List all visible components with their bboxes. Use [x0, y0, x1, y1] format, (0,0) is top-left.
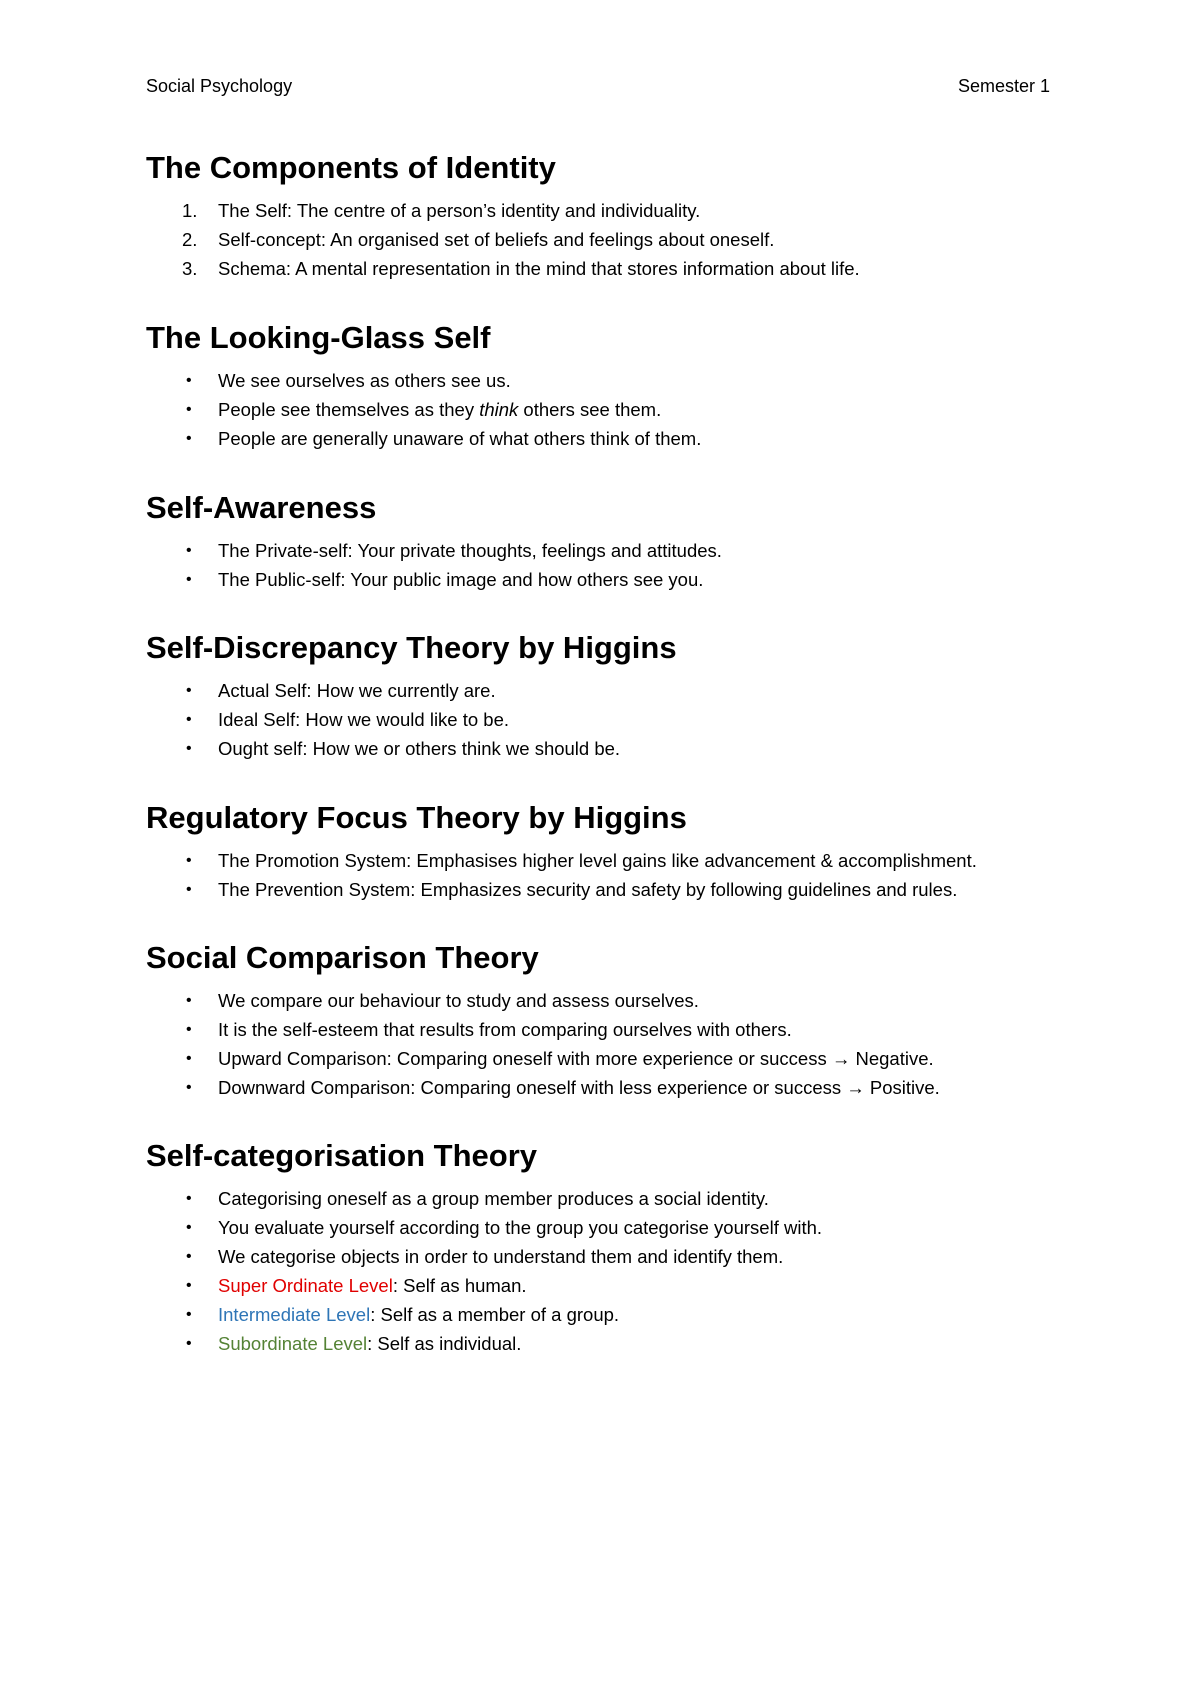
- list-item-text: You evaluate yourself according to the group you categorise yourself with.: [218, 1217, 823, 1238]
- bullet-icon: •: [186, 372, 192, 389]
- list-item: [146, 1271, 1066, 1300]
- list-item: [146, 676, 1066, 705]
- bullet-list: [146, 846, 1066, 904]
- bullet-icon: •: [186, 1050, 192, 1067]
- subordinate-level-label: Subordinate Level: [218, 1333, 368, 1354]
- section-heading: Social Comparison Theory: [146, 940, 539, 975]
- running-header: [146, 76, 1050, 100]
- list-number: 3.: [182, 258, 198, 279]
- bullet-icon: •: [186, 1021, 192, 1038]
- bullet-list: [146, 986, 1066, 1102]
- list-item-text-pre: People see themselves as they: [218, 399, 480, 420]
- list-item-text: Actual Self: How we currently are.: [218, 680, 496, 701]
- section-regulatory-focus-theory: [146, 798, 1066, 904]
- section-heading: Self-categorisation Theory: [146, 1138, 538, 1173]
- list-item: [146, 1300, 1066, 1329]
- list-item-text: We categorise objects in order to understand them and identify them.: [218, 1246, 784, 1267]
- list-item-text-post: others see them.: [518, 399, 662, 420]
- section-self-discrepancy-theory: [146, 628, 1066, 763]
- list-item-text: : Self as individual.: [367, 1333, 522, 1354]
- bullet-icon: •: [186, 430, 192, 447]
- list-item: [146, 1242, 1066, 1271]
- emphasis-text: think: [479, 399, 519, 420]
- list-item-text: Schema: A mental representation in the mind that stores information about life.: [218, 258, 860, 279]
- bullet-icon: •: [186, 740, 192, 757]
- section-heading: The Looking-Glass Self: [146, 320, 491, 355]
- list-item-text: The Self: The centre of a person’s identity and individuality.: [218, 200, 701, 221]
- bullet-icon: •: [186, 1190, 192, 1207]
- section-heading: Self-Discrepancy Theory by Higgins: [146, 630, 677, 665]
- section-heading: Self-Awareness: [146, 490, 377, 525]
- section-self-awareness: [146, 488, 1066, 594]
- list-item: [146, 565, 1066, 594]
- list-item: [146, 196, 1066, 225]
- bullet-list: [146, 1184, 1066, 1358]
- list-item: [146, 986, 1066, 1015]
- intermediate-level-label: Intermediate Level: [218, 1304, 371, 1325]
- list-item: [146, 395, 1066, 424]
- header-course-title: Social Psychology: [146, 76, 293, 96]
- list-item-text: Self-concept: An organised set of beliefs and feelings about oneself.: [218, 229, 775, 250]
- list-item: [146, 225, 1066, 254]
- list-item: [146, 1015, 1066, 1044]
- list-item-text: Upward Comparison: Comparing oneself with more experience or success → Negative.: [218, 1048, 934, 1069]
- bullet-icon: •: [186, 711, 192, 728]
- bullet-icon: •: [186, 542, 192, 559]
- bullet-icon: •: [186, 1079, 192, 1096]
- bullet-icon: •: [186, 571, 192, 588]
- section-social-comparison-theory: [146, 938, 1066, 1102]
- list-item: [146, 366, 1066, 395]
- list-item-text: Ideal Self: How we would like to be.: [218, 709, 510, 730]
- section-components-of-identity: [146, 148, 1066, 283]
- bullet-icon: •: [186, 1277, 192, 1294]
- list-item-text: : Self as a member of a group.: [370, 1304, 620, 1325]
- bullet-icon: •: [186, 682, 192, 699]
- section-self-categorisation-theory: [146, 1136, 1066, 1358]
- list-item: [146, 1329, 1066, 1358]
- bullet-icon: •: [186, 401, 192, 418]
- list-number: 2.: [182, 229, 198, 250]
- bullet-icon: •: [186, 881, 192, 898]
- list-item: [146, 1213, 1066, 1242]
- bullet-icon: •: [186, 1219, 192, 1236]
- list-item: [146, 846, 1066, 875]
- header-semester: Semester 1: [957, 76, 1050, 96]
- list-item-text: Categorising oneself as a group member produces a social identity.: [218, 1188, 769, 1209]
- bullet-icon: •: [186, 1306, 192, 1323]
- list-item: [146, 536, 1066, 565]
- list-item: [146, 1184, 1066, 1213]
- list-item-text: Downward Comparison: Comparing oneself with less experience or success → Positive.: [218, 1077, 940, 1098]
- list-item-text: We compare our behaviour to study and assess ourselves.: [218, 990, 699, 1011]
- list-item: [146, 1044, 1066, 1073]
- list-item-text: The Prevention System: Emphasizes security and safety by following guidelines and rules.: [218, 879, 958, 900]
- list-item-text: The Private-self: Your private thoughts, feelings and attitudes.: [218, 540, 722, 561]
- super-ordinate-level-label: Super Ordinate Level: [218, 1275, 393, 1296]
- list-item-text: It is the self-esteem that results from comparing ourselves with others.: [218, 1019, 792, 1040]
- list-item-text: People are generally unaware of what others think of them.: [218, 428, 702, 449]
- list-item-text: : Self as human.: [392, 1275, 527, 1296]
- list-number: 1.: [182, 200, 198, 221]
- list-item: [146, 424, 1066, 453]
- list-item: [146, 254, 1066, 283]
- bullet-icon: •: [186, 1335, 192, 1352]
- bullet-icon: •: [186, 1248, 192, 1265]
- section-heading: Regulatory Focus Theory by Higgins: [146, 800, 687, 835]
- bullet-icon: •: [186, 852, 192, 869]
- list-item-text: We see ourselves as others see us.: [218, 370, 511, 391]
- section-heading: The Components of Identity: [146, 150, 556, 185]
- bullet-list: [146, 676, 1066, 763]
- list-item: [146, 705, 1066, 734]
- list-item: [146, 875, 1066, 904]
- numbered-list: [146, 196, 1066, 283]
- bullet-list: [146, 536, 1066, 594]
- list-item-text: Ought self: How we or others think we should be.: [218, 738, 621, 759]
- list-item: [146, 1073, 1066, 1102]
- list-item: [146, 734, 1066, 763]
- list-item-text: The Public-self: Your public image and how others see you.: [218, 569, 704, 590]
- section-looking-glass-self: [146, 318, 1066, 453]
- list-item-text: The Promotion System: Emphasises higher level gains like advancement & accomplishment.: [218, 850, 977, 871]
- bullet-list: [146, 366, 1066, 453]
- bullet-icon: •: [186, 992, 192, 1009]
